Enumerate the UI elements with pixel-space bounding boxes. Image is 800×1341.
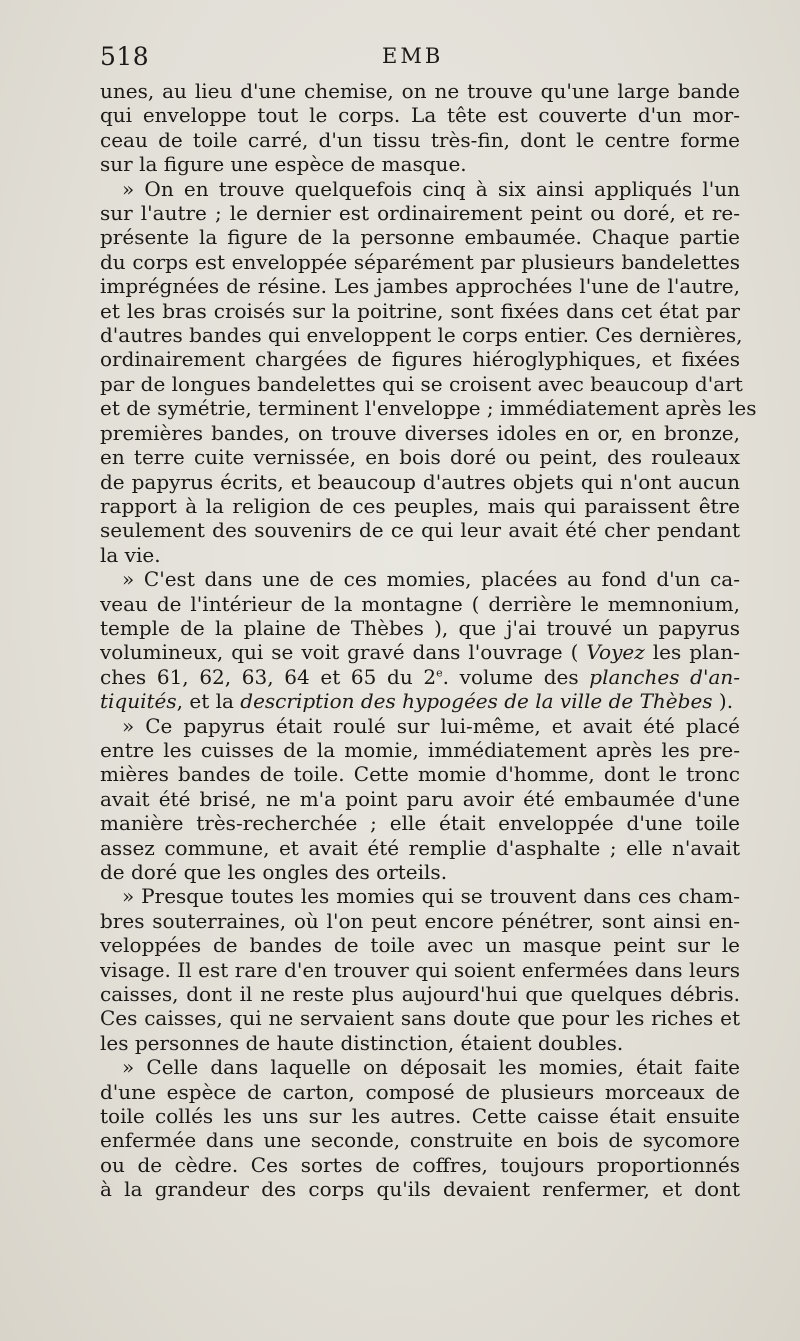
text-line <box>100 860 740 884</box>
text-line <box>100 445 740 469</box>
text-span: , et la <box>176 689 241 714</box>
text-span: seulement des souvenirs de ce qui leur avait été cher pendant <box>100 518 740 543</box>
text-span: les plan- <box>644 640 740 665</box>
text-span: bres souterraines, où l'on peut encore pénétrer, sont ainsi en- <box>100 908 740 933</box>
text-line <box>100 1177 740 1201</box>
text-line <box>100 811 740 835</box>
text-line <box>100 250 740 274</box>
text-span: mières bandes de toile. Cette momie d'homme, dont le tronc <box>100 762 740 787</box>
text-span: ). <box>712 689 734 714</box>
text-line <box>100 1153 740 1177</box>
text-line <box>100 689 740 713</box>
text-line <box>100 274 740 298</box>
text-line <box>100 152 740 176</box>
text-line <box>100 1006 740 1030</box>
text-span: » On en trouve quelquefois cinq à six ainsi appliqués l'un <box>122 176 740 201</box>
text-span: la vie. <box>100 542 161 567</box>
text-line <box>100 299 740 323</box>
text-line <box>100 958 740 982</box>
italic-text: planches d'an- <box>589 664 741 689</box>
text-span: en terre cuite vernissée, en bois doré ou peint, des rouleaux <box>100 445 740 470</box>
text-line <box>100 470 740 494</box>
text-span: » Ce papyrus était roulé sur lui-même, et avait été placé <box>122 713 740 738</box>
text-span: de papyrus écrits, et beaucoup d'autres objets qui n'ont aucun <box>100 469 740 494</box>
text-line <box>100 79 740 103</box>
text-span: du corps est enveloppée séparément par plusieurs bandelettes <box>100 249 740 274</box>
text-span: à la grandeur des corps qu'ils devaient renfermer, et dont <box>100 1177 740 1202</box>
text-line <box>100 494 740 518</box>
text-span: temple de la plaine de Thèbes ), que j'ai trouvé un papyrus <box>100 615 740 640</box>
text-line <box>100 567 740 591</box>
text-line <box>100 371 743 396</box>
text-span: veloppées de bandes de toile avec un masque peint sur le <box>100 933 740 958</box>
text-span: qui enveloppe tout le corps. La tête est couverte d'un mor- <box>100 103 740 128</box>
text-line <box>100 787 740 811</box>
text-span: volumineux, qui se voit gravé dans l'ouvrage ( <box>100 640 587 665</box>
text-span: ou de cèdre. Ces sortes de coffres, toujours proportionnés <box>100 1152 740 1177</box>
text-line <box>100 1080 740 1104</box>
text-line <box>100 982 740 1006</box>
text-line <box>100 640 740 664</box>
text-span: manière très-recherchée ; elle était enveloppée d'une toile <box>100 811 740 836</box>
text-line <box>100 421 740 445</box>
text-span: premières bandes, on trouve diverses idoles en or, en bronze, <box>100 420 740 445</box>
page-number: 518 <box>100 42 150 71</box>
superscript-text: e <box>436 666 443 680</box>
text-span: ches 61, 62, 63, 64 et 65 du 2 <box>100 664 437 689</box>
text-line <box>100 543 740 567</box>
text-span: » C'est dans une de ces momies, placées au fond d'un ca- <box>122 567 740 592</box>
text-span: » Celle dans laquelle on déposait les momies, était faite <box>122 1055 740 1080</box>
text-span: par de longues bandelettes qui se croisent avec beaucoup d'art <box>100 371 743 396</box>
text-span: » Presque toutes les momies qui se trouvent dans ces cham- <box>122 884 740 909</box>
text-span: sur l'autre ; le dernier est ordinairement peint ou doré, et re- <box>100 201 740 226</box>
text-line <box>100 762 740 786</box>
page-header <box>100 42 740 78</box>
text-span: toile collés les uns sur les autres. Cette caisse était ensuite <box>100 1104 740 1129</box>
text-span: d'autres bandes qui enveloppent le corps entier. Ces dernières, <box>100 323 743 348</box>
text-line <box>100 738 740 762</box>
text-span: assez commune, et avait été remplie d'asphalte ; elle n'avait <box>100 835 740 860</box>
text-line <box>100 1104 740 1128</box>
text-span: enfermée dans une seconde, construite en bois de sycomore <box>100 1128 740 1153</box>
italic-text: Voyez <box>586 640 645 665</box>
text-span: d'une espèce de carton, composé de plusieurs morceaux de <box>100 1079 740 1104</box>
text-line <box>100 836 740 860</box>
text-line <box>100 177 740 201</box>
text-line <box>100 909 740 933</box>
text-line <box>100 884 740 908</box>
text-line <box>100 128 740 152</box>
text-span: présente la figure de la personne embaumée. Chaque partie <box>100 225 740 250</box>
italic-text: tiquités <box>100 689 177 714</box>
body-text <box>100 79 757 1202</box>
text-span: ceau de toile carré, d'un tissu très-fin, dont le centre forme <box>100 127 740 152</box>
text-span: Ces caisses, qui ne servaient sans doute que pour les riches et <box>100 1006 740 1031</box>
text-span: unes, au lieu d'une chemise, on ne trouve qu'une large bande <box>100 79 740 103</box>
text-span: ordinairement chargées de figures hiéroglyphiques, et fixées <box>100 347 740 372</box>
text-line <box>100 1055 740 1079</box>
text-line <box>100 933 740 957</box>
text-span: et les bras croisés sur la poitrine, sont fixées dans cet état par <box>100 298 740 323</box>
text-line <box>100 1031 740 1055</box>
text-line <box>100 592 740 616</box>
text-line <box>100 616 740 640</box>
text-line <box>100 1128 740 1152</box>
text-line <box>100 347 740 371</box>
text-span: les personnes de haute distinction, étaient doubles. <box>100 1030 624 1055</box>
text-line <box>100 518 740 542</box>
text-span: caisses, dont il ne reste plus aujourd'hui que quelques débris. <box>100 982 740 1007</box>
text-span: entre les cuisses de la momie, immédiatement après les pre- <box>100 737 740 762</box>
text-line <box>100 396 757 421</box>
text-span: imprégnées de résine. Les jambes approchées l'une de l'autre, <box>100 274 740 299</box>
text-span: veau de l'intérieur de la montagne ( derrière le memnonium, <box>100 591 740 616</box>
text-line <box>100 103 740 127</box>
text-line <box>100 665 740 689</box>
text-line <box>100 714 740 738</box>
running-head: EMB <box>382 44 444 68</box>
text-span: rapport à la religion de ces peuples, mais qui paraissent être <box>100 493 740 518</box>
text-span: . volume des <box>442 664 590 689</box>
text-line <box>100 323 743 348</box>
text-span: avait été brisé, ne m'a point paru avoir été embaumée d'une <box>100 786 740 811</box>
text-line <box>100 201 740 225</box>
text-span: sur la figure une espèce de masque. <box>100 152 467 177</box>
text-span: visage. Il est rare d'en trouver qui soient enfermées dans leurs <box>100 957 740 982</box>
text-line <box>100 225 740 249</box>
text-span: et de symétrie, terminent l'enveloppe ; immédiatement après les <box>100 396 757 421</box>
text-span: de doré que les ongles des orteils. <box>100 860 448 884</box>
italic-text: description des hypogées de la ville de Thèbes <box>240 689 713 714</box>
